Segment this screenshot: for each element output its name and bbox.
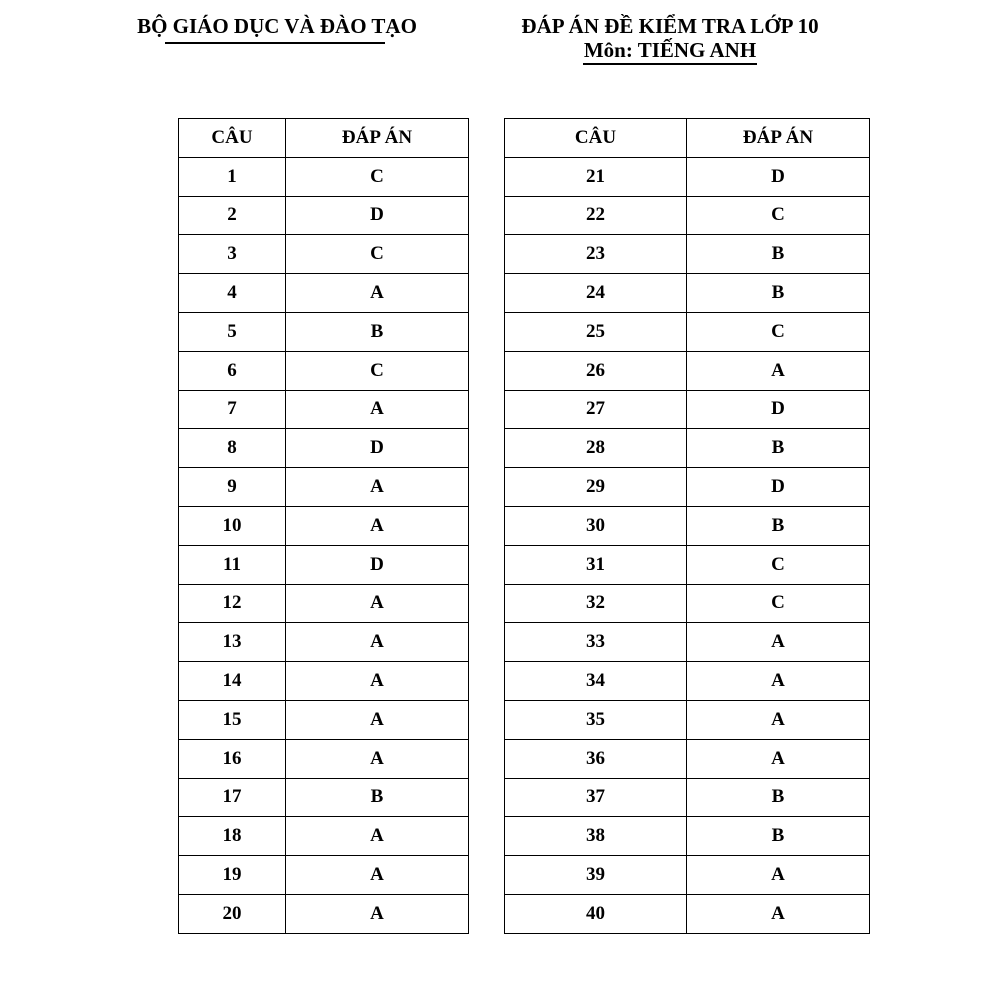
question-number-cell: 9: [179, 468, 286, 507]
table-row: [505, 312, 870, 351]
question-number-cell: 2: [179, 196, 286, 235]
question-number-cell: 28: [505, 429, 687, 468]
question-number-cell: 16: [179, 739, 286, 778]
question-number-cell: 33: [505, 623, 687, 662]
answer-cell: C: [286, 351, 469, 390]
question-number-cell: 37: [505, 778, 687, 817]
answer-cell: D: [687, 390, 870, 429]
table-row: [505, 506, 870, 545]
table-row: [505, 468, 870, 507]
table-header-row: [505, 119, 870, 158]
answer-cell: A: [286, 468, 469, 507]
question-number-cell: 18: [179, 817, 286, 856]
table-row: [179, 157, 469, 196]
answer-cell: A: [286, 662, 469, 701]
answer-cell: B: [687, 274, 870, 313]
table-header-row: [179, 119, 469, 158]
ministry-name: BỘ GIÁO DỤC VÀ ĐÀO TẠO: [137, 14, 417, 38]
table-row: [505, 817, 870, 856]
answer-key-title: ĐÁP ÁN ĐỀ KIỂM TRA LỚP 10: [521, 14, 819, 38]
table-row: [179, 739, 469, 778]
answer-key-header: [500, 14, 840, 65]
column-header-answer: ĐÁP ÁN: [687, 119, 870, 158]
table-row: [505, 623, 870, 662]
question-number-cell: 13: [179, 623, 286, 662]
answer-cell: D: [687, 157, 870, 196]
table-row: [505, 584, 870, 623]
table-row: [179, 468, 469, 507]
answer-cell: D: [286, 429, 469, 468]
question-number-cell: 24: [505, 274, 687, 313]
answer-cell: B: [687, 778, 870, 817]
answer-cell: A: [687, 700, 870, 739]
table-row: [179, 623, 469, 662]
answer-cell: C: [687, 584, 870, 623]
answer-cell: A: [286, 739, 469, 778]
table-row: [179, 584, 469, 623]
answer-cell: A: [286, 506, 469, 545]
question-number-cell: 17: [179, 778, 286, 817]
answer-cell: A: [286, 274, 469, 313]
question-number-cell: 6: [179, 351, 286, 390]
answer-cell: A: [286, 817, 469, 856]
question-number-cell: 30: [505, 506, 687, 545]
answer-table-right: [504, 118, 870, 934]
table-row: [505, 390, 870, 429]
answer-cell: A: [286, 700, 469, 739]
ministry-underline: [165, 42, 385, 44]
ministry-header: [126, 14, 428, 38]
table-row: [179, 429, 469, 468]
answer-cell: A: [687, 856, 870, 895]
question-number-cell: 3: [179, 235, 286, 274]
table-row: [505, 196, 870, 235]
table-row: [179, 894, 469, 933]
table-row: [505, 856, 870, 895]
subject-label: Môn: TIẾNG ANH: [583, 38, 757, 65]
question-number-cell: 29: [505, 468, 687, 507]
table-row: [505, 778, 870, 817]
question-number-cell: 35: [505, 700, 687, 739]
table-row: [505, 894, 870, 933]
question-number-cell: 19: [179, 856, 286, 895]
table-row: [505, 545, 870, 584]
column-header-answer: ĐÁP ÁN: [286, 119, 469, 158]
question-number-cell: 34: [505, 662, 687, 701]
question-number-cell: 11: [179, 545, 286, 584]
table-row: [505, 157, 870, 196]
answer-cell: A: [687, 623, 870, 662]
answer-cell: B: [687, 817, 870, 856]
question-number-cell: 27: [505, 390, 687, 429]
table-row: [179, 196, 469, 235]
question-number-cell: 39: [505, 856, 687, 895]
table-row: [179, 662, 469, 701]
question-number-cell: 12: [179, 584, 286, 623]
question-number-cell: 15: [179, 700, 286, 739]
answer-cell: A: [687, 351, 870, 390]
answer-cell: C: [687, 196, 870, 235]
question-number-cell: 14: [179, 662, 286, 701]
question-number-cell: 5: [179, 312, 286, 351]
answer-cell: A: [286, 856, 469, 895]
answer-cell: B: [687, 506, 870, 545]
question-number-cell: 22: [505, 196, 687, 235]
table-row: [505, 274, 870, 313]
question-number-cell: 32: [505, 584, 687, 623]
answer-cell: B: [687, 429, 870, 468]
table-row: [505, 662, 870, 701]
question-number-cell: 7: [179, 390, 286, 429]
question-number-cell: 20: [179, 894, 286, 933]
column-header-question: CÂU: [179, 119, 286, 158]
table-row: [179, 545, 469, 584]
table-row: [179, 312, 469, 351]
answer-cell: A: [286, 894, 469, 933]
table-row: [505, 429, 870, 468]
table-row: [179, 700, 469, 739]
table-row: [179, 506, 469, 545]
answer-cell: A: [687, 662, 870, 701]
answer-cell: A: [286, 390, 469, 429]
answer-cell: A: [687, 739, 870, 778]
answer-cell: B: [687, 235, 870, 274]
answer-table-left: [178, 118, 469, 934]
answer-cell: D: [286, 196, 469, 235]
answer-cell: B: [286, 778, 469, 817]
question-number-cell: 31: [505, 545, 687, 584]
question-number-cell: 26: [505, 351, 687, 390]
answer-cell: C: [286, 157, 469, 196]
table-row: [179, 351, 469, 390]
question-number-cell: 10: [179, 506, 286, 545]
table-row: [179, 390, 469, 429]
table-row: [179, 856, 469, 895]
answer-cell: A: [687, 894, 870, 933]
answer-cell: A: [286, 623, 469, 662]
question-number-cell: 36: [505, 739, 687, 778]
answer-cell: A: [286, 584, 469, 623]
table-row: [179, 817, 469, 856]
answer-cell: B: [286, 312, 469, 351]
table-row: [505, 235, 870, 274]
table-row: [179, 235, 469, 274]
question-number-cell: 38: [505, 817, 687, 856]
answer-cell: C: [687, 545, 870, 584]
question-number-cell: 25: [505, 312, 687, 351]
answer-cell: C: [687, 312, 870, 351]
table-row: [505, 351, 870, 390]
column-header-question: CÂU: [505, 119, 687, 158]
table-row: [505, 739, 870, 778]
answer-cell: D: [687, 468, 870, 507]
question-number-cell: 21: [505, 157, 687, 196]
question-number-cell: 1: [179, 157, 286, 196]
table-row: [179, 778, 469, 817]
table-row: [505, 700, 870, 739]
question-number-cell: 23: [505, 235, 687, 274]
question-number-cell: 4: [179, 274, 286, 313]
answer-cell: C: [286, 235, 469, 274]
question-number-cell: 8: [179, 429, 286, 468]
answer-cell: D: [286, 545, 469, 584]
question-number-cell: 40: [505, 894, 687, 933]
table-row: [179, 274, 469, 313]
